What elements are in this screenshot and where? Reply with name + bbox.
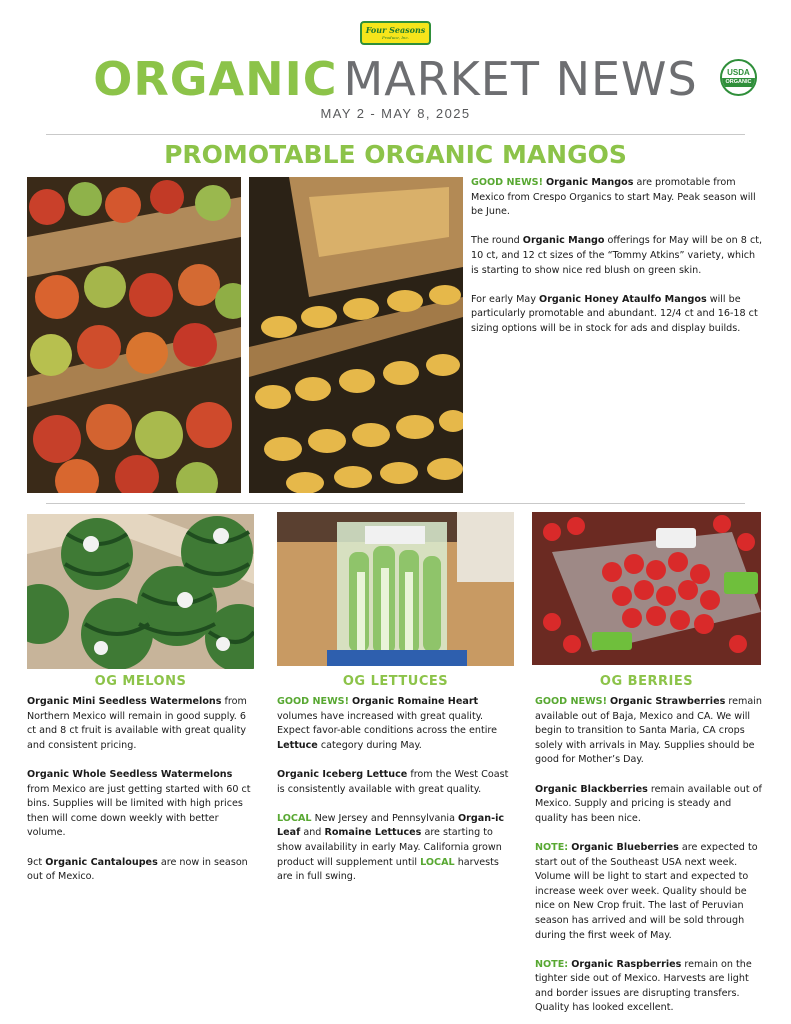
product-name: Organic Mini Seedless Watermelons	[27, 696, 222, 707]
product-name: Organic Strawberries	[610, 696, 726, 707]
body-text: are expected to start out of the Southeast USA next week. Volume will be light to start and expected to increase week over week. Quality should be nice on New Crop fruit. The last of Peruvian season has arrived and will be sold through during the first week of May.	[535, 841, 758, 941]
lettuces-column-title: OG LETTUCES	[342, 674, 449, 689]
berries-column-title: OG BERRIES	[599, 674, 694, 689]
note-label: NOTE:	[535, 841, 569, 853]
header-divider	[46, 134, 745, 135]
product-name: Organic Whole Seedless Watermelons	[27, 768, 233, 780]
ataulfo-mangos-photo	[249, 177, 463, 493]
body-text: remain available out of Baja, Mexico and CA. We will begin to transition to Santa Maria, CA crops solely with arrivals in May. Supplies should be good for Mother’s Day.	[535, 696, 762, 766]
masthead-title	[0, 52, 791, 106]
local-label: LOCAL	[277, 812, 312, 824]
product-name: Organic Romaine Heart	[352, 696, 479, 707]
body-text: are promotable from Mexico from Crespo Organics to start May. Peak season will be June.	[471, 177, 756, 218]
product-name: Organic Mangos	[546, 177, 634, 188]
body-text: from the West Coast is consistently available with great quality.	[277, 768, 509, 795]
body-text: New Jersey and Pennsylvania	[311, 812, 459, 824]
product-name: Organic Cantaloupes	[45, 856, 158, 868]
body-text: For early May	[471, 293, 540, 305]
product-name: Organic Blueberries	[571, 841, 679, 853]
product-name: Organic Blackberries	[535, 783, 648, 795]
local-label: LOCAL	[420, 856, 455, 868]
berries-paragraph-3	[535, 841, 764, 943]
body-text: from Northern Mexico will remain in good supply. 6 ct and 8 ct fruit is available with great quality and consistent pricing.	[27, 696, 247, 751]
mangos-section-title: PROMOTABLE ORGANIC MANGOS	[164, 140, 627, 169]
product-name: Organic Honey Ataulfo Mangos	[539, 293, 707, 305]
mangos-paragraph-3	[471, 293, 763, 337]
body-text: will be particularly promotable and abundant. 12/4 ct and 16-18 ct sizing options will be in stock for ads and display builds.	[471, 293, 758, 334]
melons-copy	[27, 695, 257, 899]
product-name: Organic Mango	[522, 235, 605, 247]
product-name: Organ-ic Leaf	[277, 812, 505, 839]
melons-column-title: OG MELONS	[94, 674, 187, 689]
mangos-in-boxes-photo	[27, 177, 241, 493]
section-divider	[46, 503, 745, 504]
lettuces-paragraph-3	[277, 812, 515, 885]
body-text: are now in season out of Mexico.	[27, 856, 248, 883]
usda-organic-seal	[720, 59, 757, 96]
usda-seal-line1: USDA	[727, 68, 750, 77]
melons-paragraph-2	[27, 768, 257, 841]
mangos-paragraph-2	[471, 234, 763, 278]
berries-paragraph-2	[535, 783, 764, 827]
four-seasons-logo	[360, 21, 431, 45]
body-text: category during May.	[317, 739, 422, 751]
lettuces-copy	[277, 695, 515, 899]
lettuces-paragraph-1	[277, 695, 515, 753]
product-name: Romaine Lettuces	[324, 827, 422, 839]
masthead-title-organic: ORGANIC	[93, 52, 338, 106]
good-news-label: GOOD NEWS!	[535, 696, 607, 707]
logo-name: Four Seasons	[365, 25, 426, 35]
body-text: remain on the tighter side out of Mexico. Harvests are light and border issues are disrupting transfers. Quality has looked excellent.	[535, 958, 752, 1014]
good-news-label: GOOD NEWS!	[277, 696, 349, 707]
issue-dates: MAY 2 - MAY 8, 2025	[320, 106, 471, 121]
mangos-copy	[471, 176, 763, 351]
body-text: from Mexico are just getting started with 60 ct bins. Supplies will be limited with high prices then will come down weekly with better volume.	[27, 783, 251, 839]
berries-copy	[535, 695, 764, 1024]
usda-seal-line2: ORGANIC	[722, 78, 755, 87]
masthead-title-market-news: MARKET NEWS	[343, 52, 698, 106]
good-news-label: GOOD NEWS!	[471, 177, 543, 188]
body-text: are starting to show availability in early May. California grown product will supplement until	[277, 827, 502, 868]
logo-tagline: Produce, Inc.	[382, 35, 409, 40]
body-text: remain available out of Mexico. Supply and pricing is steady and quality has been nice.	[535, 783, 762, 824]
lettuces-paragraph-2	[277, 768, 515, 797]
berries-paragraph-4	[535, 958, 764, 1016]
body-text: The round	[471, 235, 523, 247]
body-text: and	[300, 827, 325, 839]
watermelons-photo	[27, 514, 254, 669]
note-label: NOTE:	[535, 958, 569, 970]
melons-paragraph-1	[27, 695, 257, 753]
product-name: Organic Raspberries	[571, 958, 682, 970]
berries-paragraph-1	[535, 695, 764, 768]
body-text: offerings for May will be on 8 ct, 10 ct, and 12 ct sizes of the “Tommy Atkins” variety, which is starting to show nice red blush on green skin.	[471, 235, 763, 276]
romaine-hearts-photo	[277, 512, 514, 666]
product-name: Organic Iceberg Lettuce	[277, 768, 408, 780]
product-name: Lettuce	[277, 739, 318, 751]
body-text: harvests are in full swing.	[277, 856, 499, 883]
body-text: 9ct	[27, 856, 46, 868]
melons-paragraph-3	[27, 856, 257, 885]
strawberries-photo	[532, 512, 761, 665]
mangos-paragraph-1	[471, 176, 763, 220]
body-text: volumes have increased with great quality. Expect favor-able conditions across the entire	[277, 710, 498, 737]
